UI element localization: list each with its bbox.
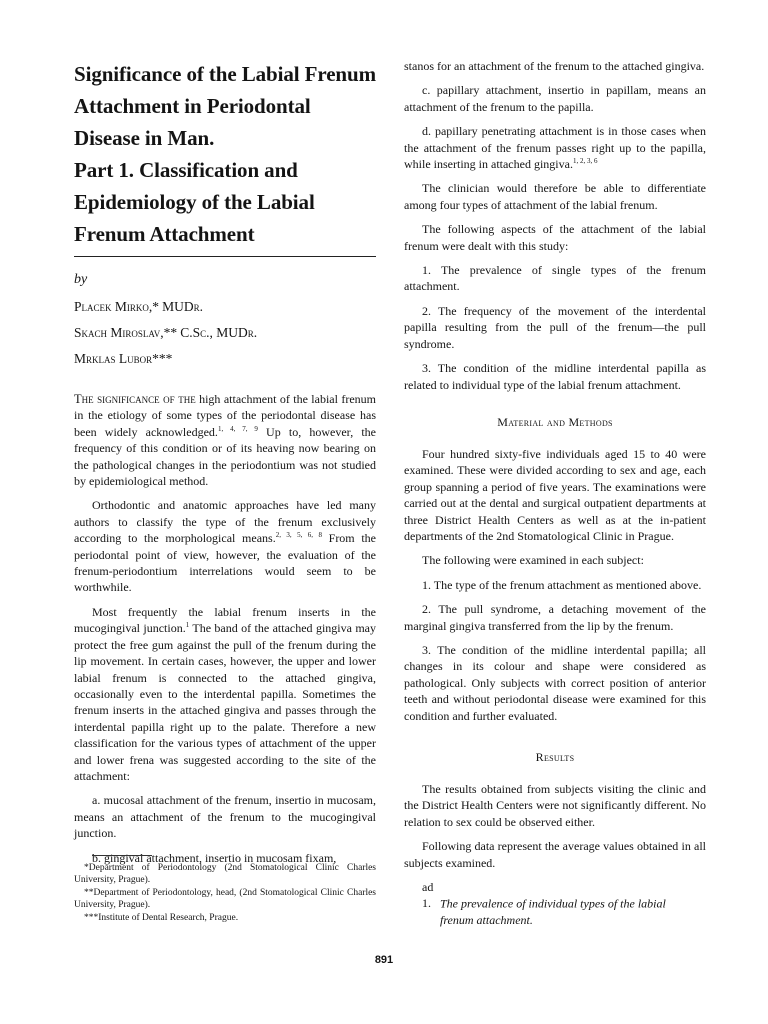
right-column	[404, 58, 706, 928]
aspect-item: 3. The condition of the midline interdental papilla as related to individual type of the labial frenum attachment.	[404, 361, 706, 392]
footnotes	[74, 855, 376, 924]
classification-item	[404, 123, 706, 172]
footnote: ***Institute of Dental Research, Prague.	[84, 912, 239, 923]
body-paragraph: The clinician would therefore be able to differentiate among four types of attachment of the labial frenum.	[404, 181, 706, 212]
title-line: Part 1. Classification and	[74, 158, 298, 182]
examined-item: 2. The pull syndrome, a detaching movement of the marginal gingiva transferred from the lip by the frenum.	[404, 602, 706, 633]
byline: by	[74, 272, 88, 287]
lead-in: The significance of the	[74, 392, 196, 406]
paragraph-text: high attachment of the labial frenum in the etiology of some types of the periodontal disease has been widely acknowledged.	[74, 392, 377, 439]
author-name: Mrklas Lubor***	[74, 351, 173, 366]
title-line: Attachment in Periodontal	[74, 94, 311, 118]
body-paragraph	[74, 604, 376, 784]
body-paragraph: The results obtained from subjects visiting the clinic and the District Health Centers were not significantly different. No relation to sex could be observed either.	[404, 782, 706, 829]
footnote-divider	[92, 855, 152, 856]
title-line: Significance of the Labial Frenum	[74, 62, 376, 86]
citation: 1, 4, 7, 9	[217, 424, 258, 433]
title-line: Frenum Attachment	[74, 222, 255, 246]
paragraph-text: d. papillary penetrating attachment is in those cases when the attachment of the frenum passes right up to the papilla, while inserting in attached gingiva.	[404, 124, 706, 172]
citation: 1, 2, 3, 6	[572, 157, 598, 166]
footnote: **Department of Periodontology, head, (2nd Stomatological Clinic Charles University, Prague).	[74, 887, 376, 911]
classification-item: a. mucosal attachment of the frenum, insertio in mucosam, means an attachment of the frenum to the mucogingival junction.	[74, 793, 376, 841]
author-name: Skach Miroslav,**	[74, 325, 178, 340]
title-line: Disease in Man.	[74, 126, 215, 150]
paragraph-text: Most frequently the labial frenum inserts in the mucogingival junction.	[74, 604, 376, 636]
body-paragraph: The following aspects of the attachment of the labial frenum were dealt with this study:	[404, 222, 706, 253]
examined-item: 3. The condition of the midline interdental papilla; all changes in its colour and shape were considered as pathological. Only subjects with correct position of anterior teeth and without periodontal disease were examined for this condition and further evaluated.	[404, 642, 706, 723]
author-line	[74, 325, 376, 341]
section-heading: Material and Methods	[497, 414, 613, 429]
title-divider	[74, 256, 376, 257]
body-paragraph	[74, 497, 376, 595]
footnote: *Department of Periodontology (2nd Stomatological Clinic Charles University, Prague).	[74, 863, 376, 886]
aspect-item: 1. The prevalence of single types of the frenum attachment.	[404, 263, 706, 294]
result-subheading	[404, 879, 706, 928]
paragraph-text: From the periodontal point of view, however, the evaluation of the frenum-periodontium interrelations would seem to be worthwhile.	[74, 531, 376, 595]
paragraph-text: Orthodontic and anatomic approaches have led many authors to classify the type of the frenum exclusively according to the morphological means.	[74, 498, 376, 546]
article-title	[74, 58, 376, 250]
body-paragraph: Following data represent the average values obtained in all subjects examined.	[404, 839, 706, 870]
paragraph-text: Up to, however, the frequency of this condition or of its heaving now bearing on the pathological changes in the periodontium was not studied by epidemiological method.	[74, 424, 377, 489]
section-heading: Results	[535, 750, 575, 764]
intro-paragraph	[74, 391, 376, 489]
citation: 1	[185, 621, 190, 630]
author-degree: MUDr.	[162, 299, 204, 314]
paragraph-text: The band of the attached gingiva may protect the free gum against the pull of the frenum during the lip movement. In certain cases, however, the upper and lower labial frenum is connected to the attached gingiva, occasionally even to the interdental papilla. Sometimes the frenum inserts in the attached gingiva and passes through the interdental papilla right up to the palate. Therefore a new classification for the various types of attachment of the upper and lower frena was suggested according to the site of the attachment:	[74, 621, 376, 783]
subheading-text: frenum attachment.	[440, 912, 533, 927]
author-line	[74, 299, 376, 315]
classification-item: c. papillary attachment, insertio in papillam, means an attachment of the frenum to the papilla.	[404, 83, 706, 114]
body-paragraph: The following were examined in each subject:	[422, 553, 644, 568]
author-degree: C.Sc., MUDr.	[180, 325, 258, 340]
body-paragraph: Four hundred sixty-five individuals aged 15 to 40 were examined. These were divided according to sex and age, each group spanning a period of five years. The examinations were carried out at the dental and surgical outpatient departments at three District Health Centers as well as at the in-patient departments of the 2nd Stomatological Clinic in Prague.	[404, 446, 706, 543]
examined-item: 1. The type of the frenum attachment as mentioned above.	[422, 577, 702, 592]
author-line	[74, 351, 376, 367]
title-line: Epidemiology of the Labial	[74, 190, 315, 214]
subheading-text: The prevalence of individual types of the labial	[440, 896, 666, 911]
citation: 2, 3, 5, 6, 8	[275, 531, 322, 540]
classification-item: b. gingival attachment, insertio in mucosam fixam,	[92, 850, 337, 865]
body-paragraph: stanos for an attachment of the frenum to the attached gingiva.	[404, 59, 705, 73]
subheading-number: ad 1.	[422, 880, 434, 911]
aspect-item: 2. The frequency of the movement of the interdental papilla resulting from the pull of the frenum—the pull syndrome.	[404, 303, 706, 351]
author-name: Placek Mirko,*	[74, 299, 160, 314]
left-column	[74, 58, 376, 874]
page-number: 891	[374, 954, 394, 966]
